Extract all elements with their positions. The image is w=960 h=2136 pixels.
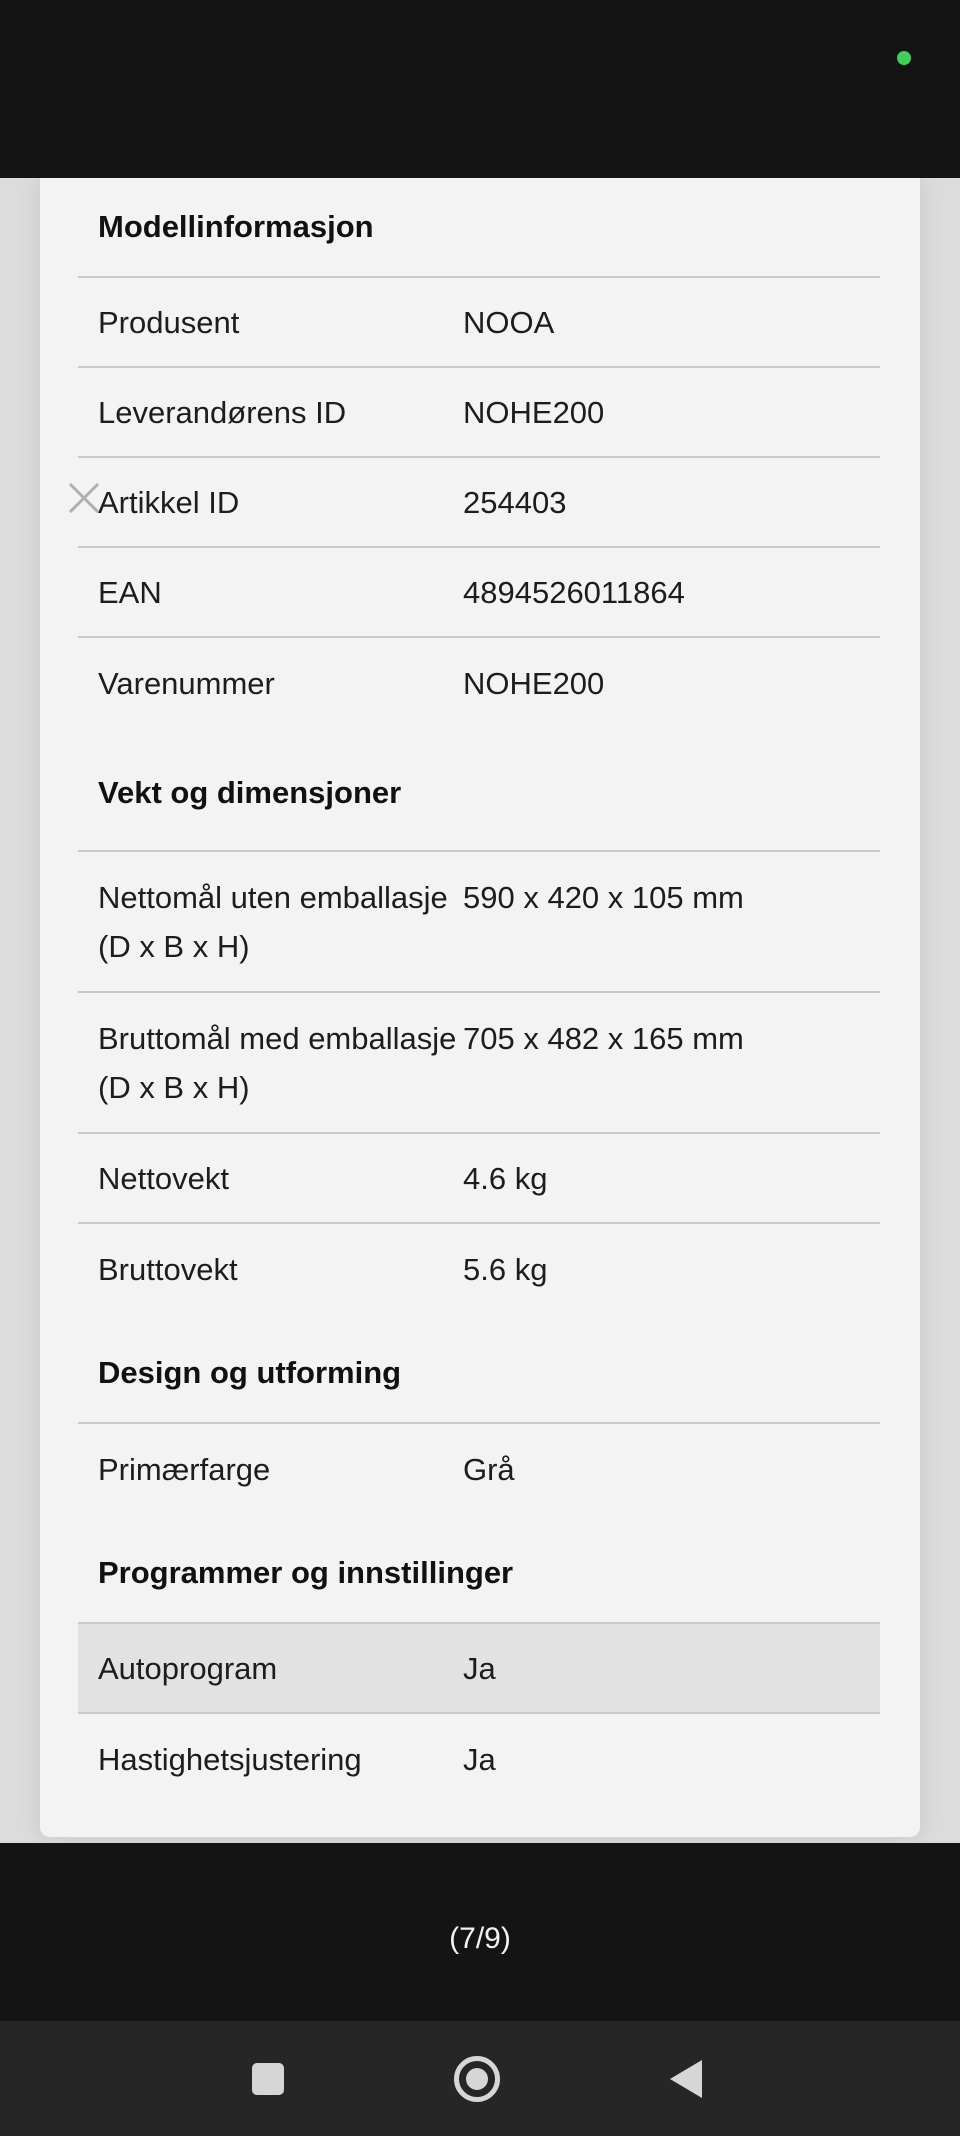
section-title-modellinformasjon: Modellinformasjon — [98, 209, 374, 244]
spec-value: 5.6 kg — [463, 1251, 548, 1287]
spec-row — [78, 548, 880, 638]
spec-row — [78, 1134, 880, 1224]
spec-label: Nettomål uten emballasje (D x B x H) — [98, 880, 448, 964]
spec-label: Hastighetsjustering — [98, 1741, 362, 1777]
spec-row — [78, 1224, 880, 1314]
spec-value: NOOA — [463, 304, 555, 340]
system-nav-bar — [0, 2021, 960, 2136]
spec-label: Primærfarge — [98, 1451, 271, 1487]
spec-label: Artikkel ID — [98, 484, 240, 520]
recents-button[interactable] — [208, 2021, 328, 2136]
spec-label: Leverandørens ID — [98, 394, 347, 430]
section-title-vekt-og-dimensjoner: Vekt og dimensjoner — [98, 775, 402, 810]
spec-label: EAN — [98, 574, 162, 610]
spec-table-design-og-utforming — [78, 1422, 880, 1514]
home-icon-center — [466, 2068, 488, 2090]
close-icon[interactable] — [66, 480, 102, 516]
home-button[interactable] — [417, 2021, 537, 2136]
spec-label: Produsent — [98, 304, 240, 340]
status-bar — [0, 0, 960, 178]
spec-row — [78, 278, 880, 368]
privacy-indicator-icon — [897, 51, 911, 65]
section-title-programmer-og-innstillinger: Programmer og innstillinger — [98, 1555, 514, 1590]
spec-value: Ja — [463, 1741, 496, 1777]
spec-label: Bruttomål med emballasje (D x B x H) — [98, 1021, 457, 1105]
spec-value: 705 x 482 x 165 mm — [463, 1021, 744, 1056]
spec-row — [78, 638, 880, 728]
spec-label: Nettovekt — [98, 1160, 229, 1196]
spec-label: Bruttovekt — [98, 1251, 238, 1287]
spec-row — [78, 1714, 880, 1804]
spec-table-programmer-og-innstillinger — [78, 1622, 880, 1804]
spec-value: 590 x 420 x 105 mm — [463, 880, 744, 915]
spec-value: 254403 — [463, 484, 567, 520]
spec-value: NOHE200 — [463, 394, 605, 430]
spec-label: Varenummer — [98, 665, 275, 701]
spec-row — [78, 368, 880, 458]
spec-row — [78, 852, 880, 993]
spec-value: Grå — [463, 1451, 515, 1487]
back-button[interactable] — [626, 2021, 746, 2136]
spec-value: 4894526011864 — [463, 574, 685, 610]
spec-row — [78, 458, 880, 548]
spec-row — [78, 993, 880, 1134]
spec-value: NOHE200 — [463, 665, 605, 701]
spec-table-modellinformasjon — [78, 276, 880, 728]
section-title-design-og-utforming: Design og utforming — [98, 1355, 402, 1390]
home-icon — [454, 2056, 500, 2102]
spec-value: Ja — [463, 1650, 496, 1686]
spec-value: 4.6 kg — [463, 1160, 548, 1196]
spec-table-vekt-og-dimensjoner — [78, 850, 880, 1314]
spec-label: Autoprogram — [98, 1650, 278, 1686]
spec-card — [40, 178, 920, 1837]
page-counter: (7/9) — [449, 1922, 511, 1955]
image-viewer[interactable] — [0, 178, 960, 1843]
spec-row — [78, 1624, 880, 1714]
recents-icon — [252, 2063, 284, 2095]
spec-row — [78, 1424, 880, 1514]
back-icon — [670, 2060, 702, 2098]
